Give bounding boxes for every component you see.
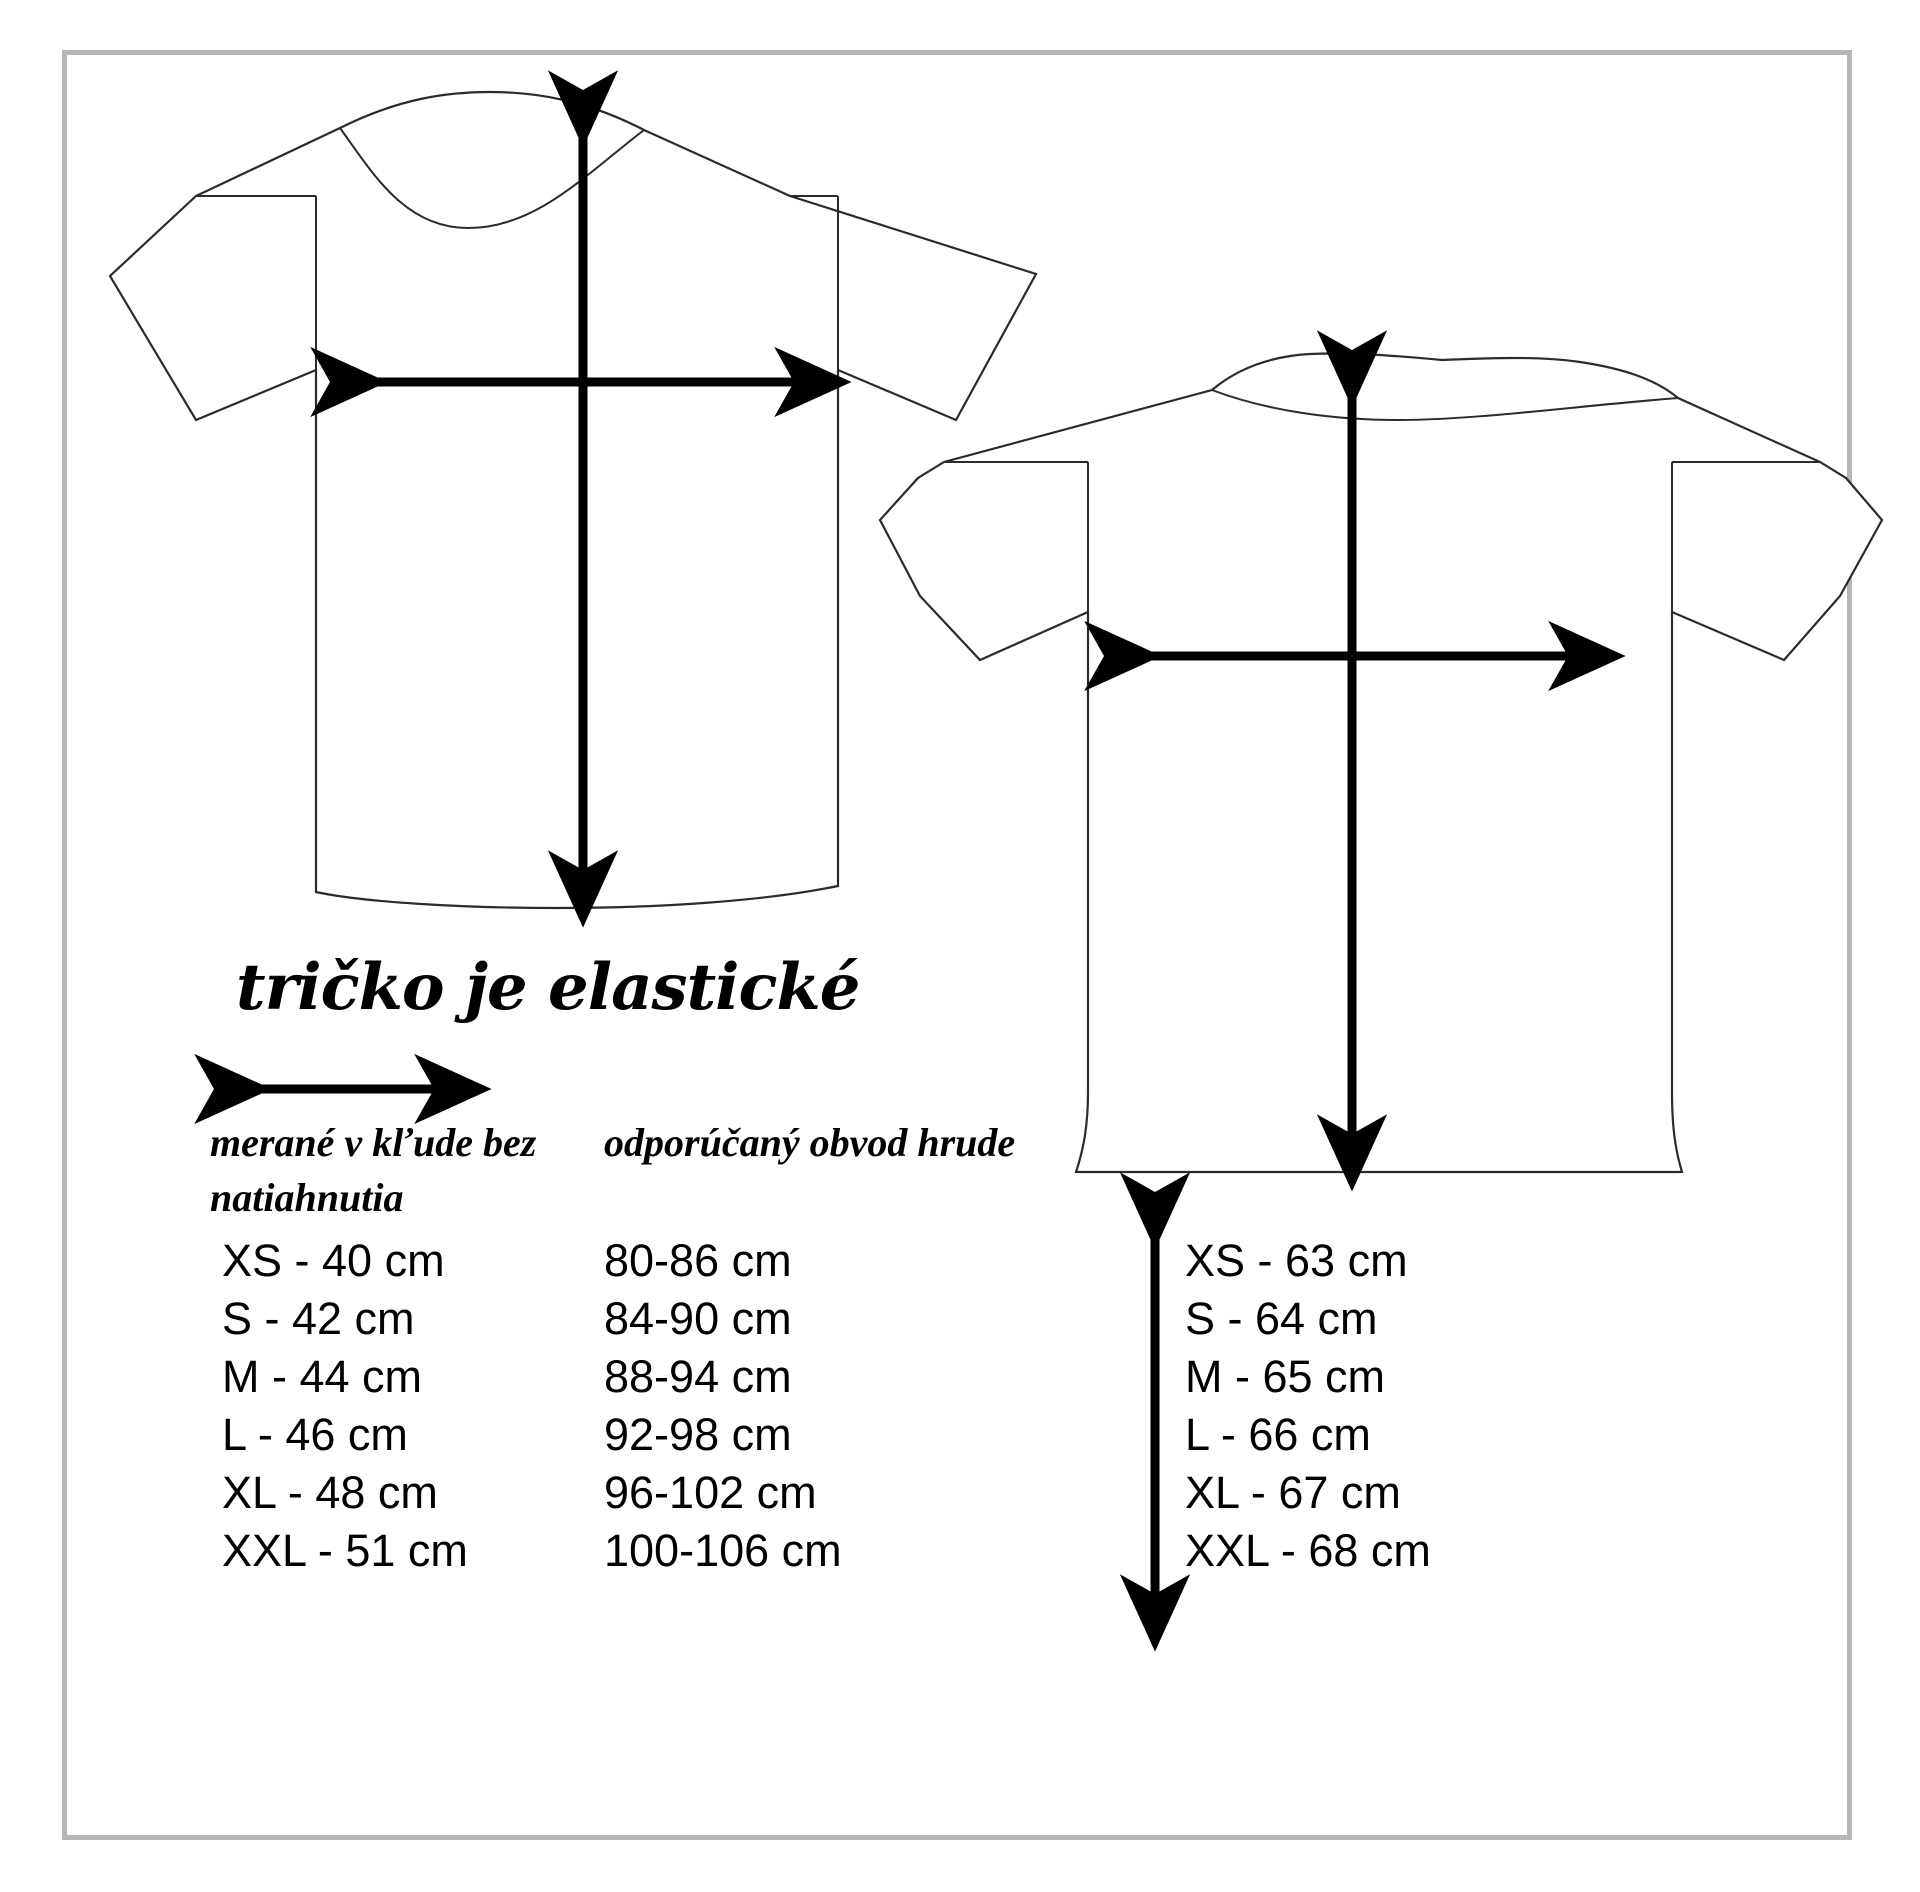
t-shirt-back-outline: [880, 353, 1882, 1172]
column-width-values: [222, 1232, 468, 1580]
length-row: XS - 63 cm: [1185, 1235, 1408, 1286]
width-row: M - 44 cm: [222, 1351, 423, 1402]
length-row: S - 64 cm: [1185, 1293, 1378, 1344]
chest-row: 88-94 cm: [604, 1351, 792, 1402]
column-chest-values: [604, 1232, 842, 1580]
length-row: XL - 67 cm: [1185, 1467, 1401, 1518]
width-row: XS - 40 cm: [222, 1235, 445, 1286]
page-title: tričko je elastické: [236, 950, 860, 1025]
column-length-values: [1185, 1232, 1431, 1580]
caption-chest: odporúčaný obvod hrude: [604, 1120, 1016, 1165]
chest-row: 84-90 cm: [604, 1293, 792, 1344]
width-row: XXL - 51 cm: [222, 1525, 468, 1576]
chest-row: 96-102 cm: [604, 1467, 817, 1518]
chest-row: 100-106 cm: [604, 1525, 842, 1576]
width-row: L - 46 cm: [222, 1409, 408, 1460]
length-row: L - 66 cm: [1185, 1409, 1371, 1460]
chest-row: 92-98 cm: [604, 1409, 792, 1460]
width-row: XL - 48 cm: [222, 1467, 438, 1518]
length-row: M - 65 cm: [1185, 1351, 1386, 1402]
width-row: S - 42 cm: [222, 1293, 415, 1344]
length-row: XXL - 68 cm: [1185, 1525, 1431, 1576]
caption-width: merané v kľude bez natiahnutia: [210, 1120, 537, 1221]
chest-row: 80-86 cm: [604, 1235, 792, 1286]
